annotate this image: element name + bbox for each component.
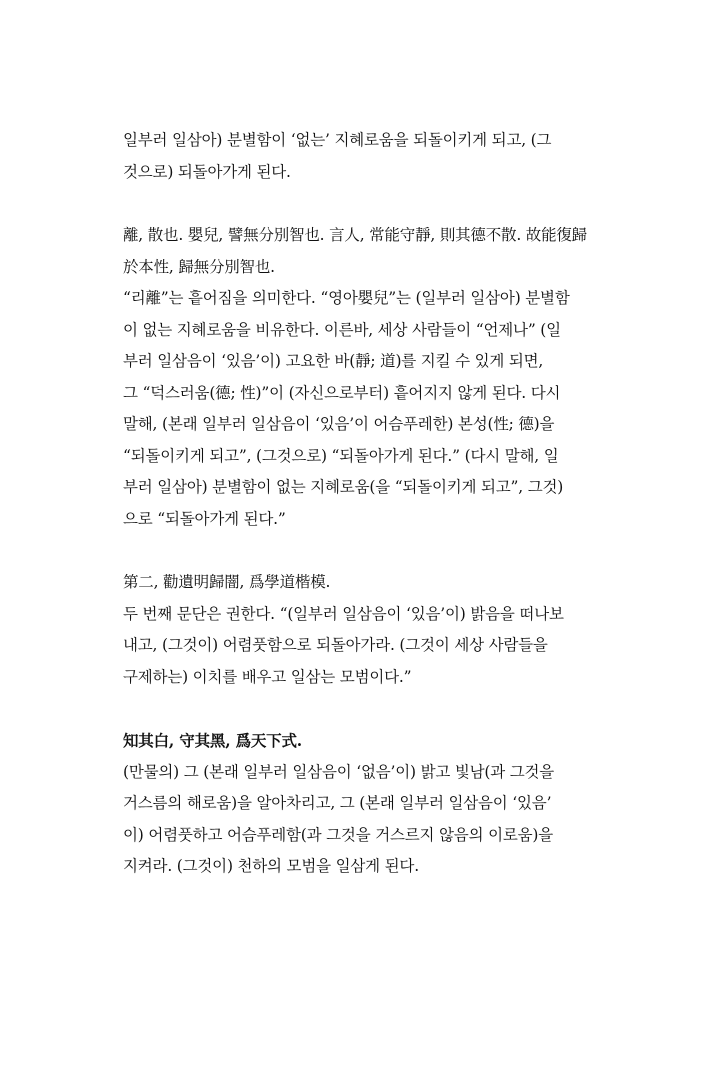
text-line: 지켜라. (그것이) 천하의 모범을 일삼게 된다. <box>123 857 419 875</box>
paragraph <box>123 220 619 535</box>
text-line: 第二, 勸遺明歸闇, 爲學道楷模. <box>123 573 331 591</box>
text-line: 구제하는) 이치를 배우고 일삼는 모범이다.” <box>123 667 412 686</box>
text-line: 離, 散也. 嬰兒, 譬無分別智也. 言人, 常能守靜, 則其德不散. 故能復歸 <box>123 226 587 244</box>
text-line: 이) 어렴풋하고 어슴푸레함(과 그것을 거스르지 않음의 이로움)을 <box>123 825 554 844</box>
paragraph-gap <box>123 535 619 567</box>
text-line: 부러 일삼아) 분별함이 없는 지혜로움(을 “되돌이키게 되고”, 그것) <box>123 478 564 496</box>
text-line: 두 번째 문단은 권한다. “(일부러 일삼음이 ‘있음’이) 밝음을 떠나보 <box>123 604 564 623</box>
text-line: 그 “덕스러움(德; 性)”이 (자신으로부터) 흩어지지 않게 된다. 다시 <box>123 383 561 402</box>
paragraph <box>123 567 619 693</box>
text-line: 내고, (그것이) 어렴풋함으로 되돌아가라. (그것이 세상 사람들을 <box>123 636 548 654</box>
text-line: (만물의) 그 (본래 일부러 일삼음이 ‘없음’이) 밝고 빛남(과 그것을 <box>123 762 555 781</box>
classical-text-line: 知其白, 守其黑, 爲天下式. <box>123 731 302 750</box>
paragraph-gap <box>123 188 619 220</box>
paragraph-gap <box>123 693 619 725</box>
document-page <box>123 125 619 883</box>
paragraph-heading <box>123 725 619 757</box>
paragraph <box>123 125 619 188</box>
text-line: 것으로) 되돌아가게 된다. <box>123 162 291 181</box>
text-line: 거스름의 해로움)을 알아차리고, 그 (본래 일부러 일삼음이 ‘있음’ <box>123 794 552 812</box>
text-line: 부러 일삼음이 ‘있음’이) 고요한 바(靜; 道)를 지킬 수 있게 되면, <box>123 352 544 370</box>
paragraph <box>123 757 619 883</box>
text-line: “되돌이키게 되고”, (그것으로) “되돌아가게 된다.” (다시 말해, 일 <box>123 446 559 465</box>
text-line: 일부러 일삼아) 분별함이 ‘없는’ 지혜로움을 되돌이키게 되고, (그 <box>123 131 552 149</box>
text-line: 於本性, 歸無分別智也. <box>123 257 275 276</box>
text-line: 이 없는 지혜로움을 비유한다. 이른바, 세상 사람들이 “언제나” (일 <box>123 320 561 339</box>
text-line: 말해, (본래 일부러 일삼음이 ‘있음’이 어슴푸레한) 본성(性; 德)을 <box>123 415 555 433</box>
text-line: “리離”는 흩어짐을 의미한다. “영아嬰兒”는 (일부러 일삼아) 분별함 <box>123 289 570 307</box>
text-line: 으로 “되돌아가게 된다.” <box>123 509 286 528</box>
